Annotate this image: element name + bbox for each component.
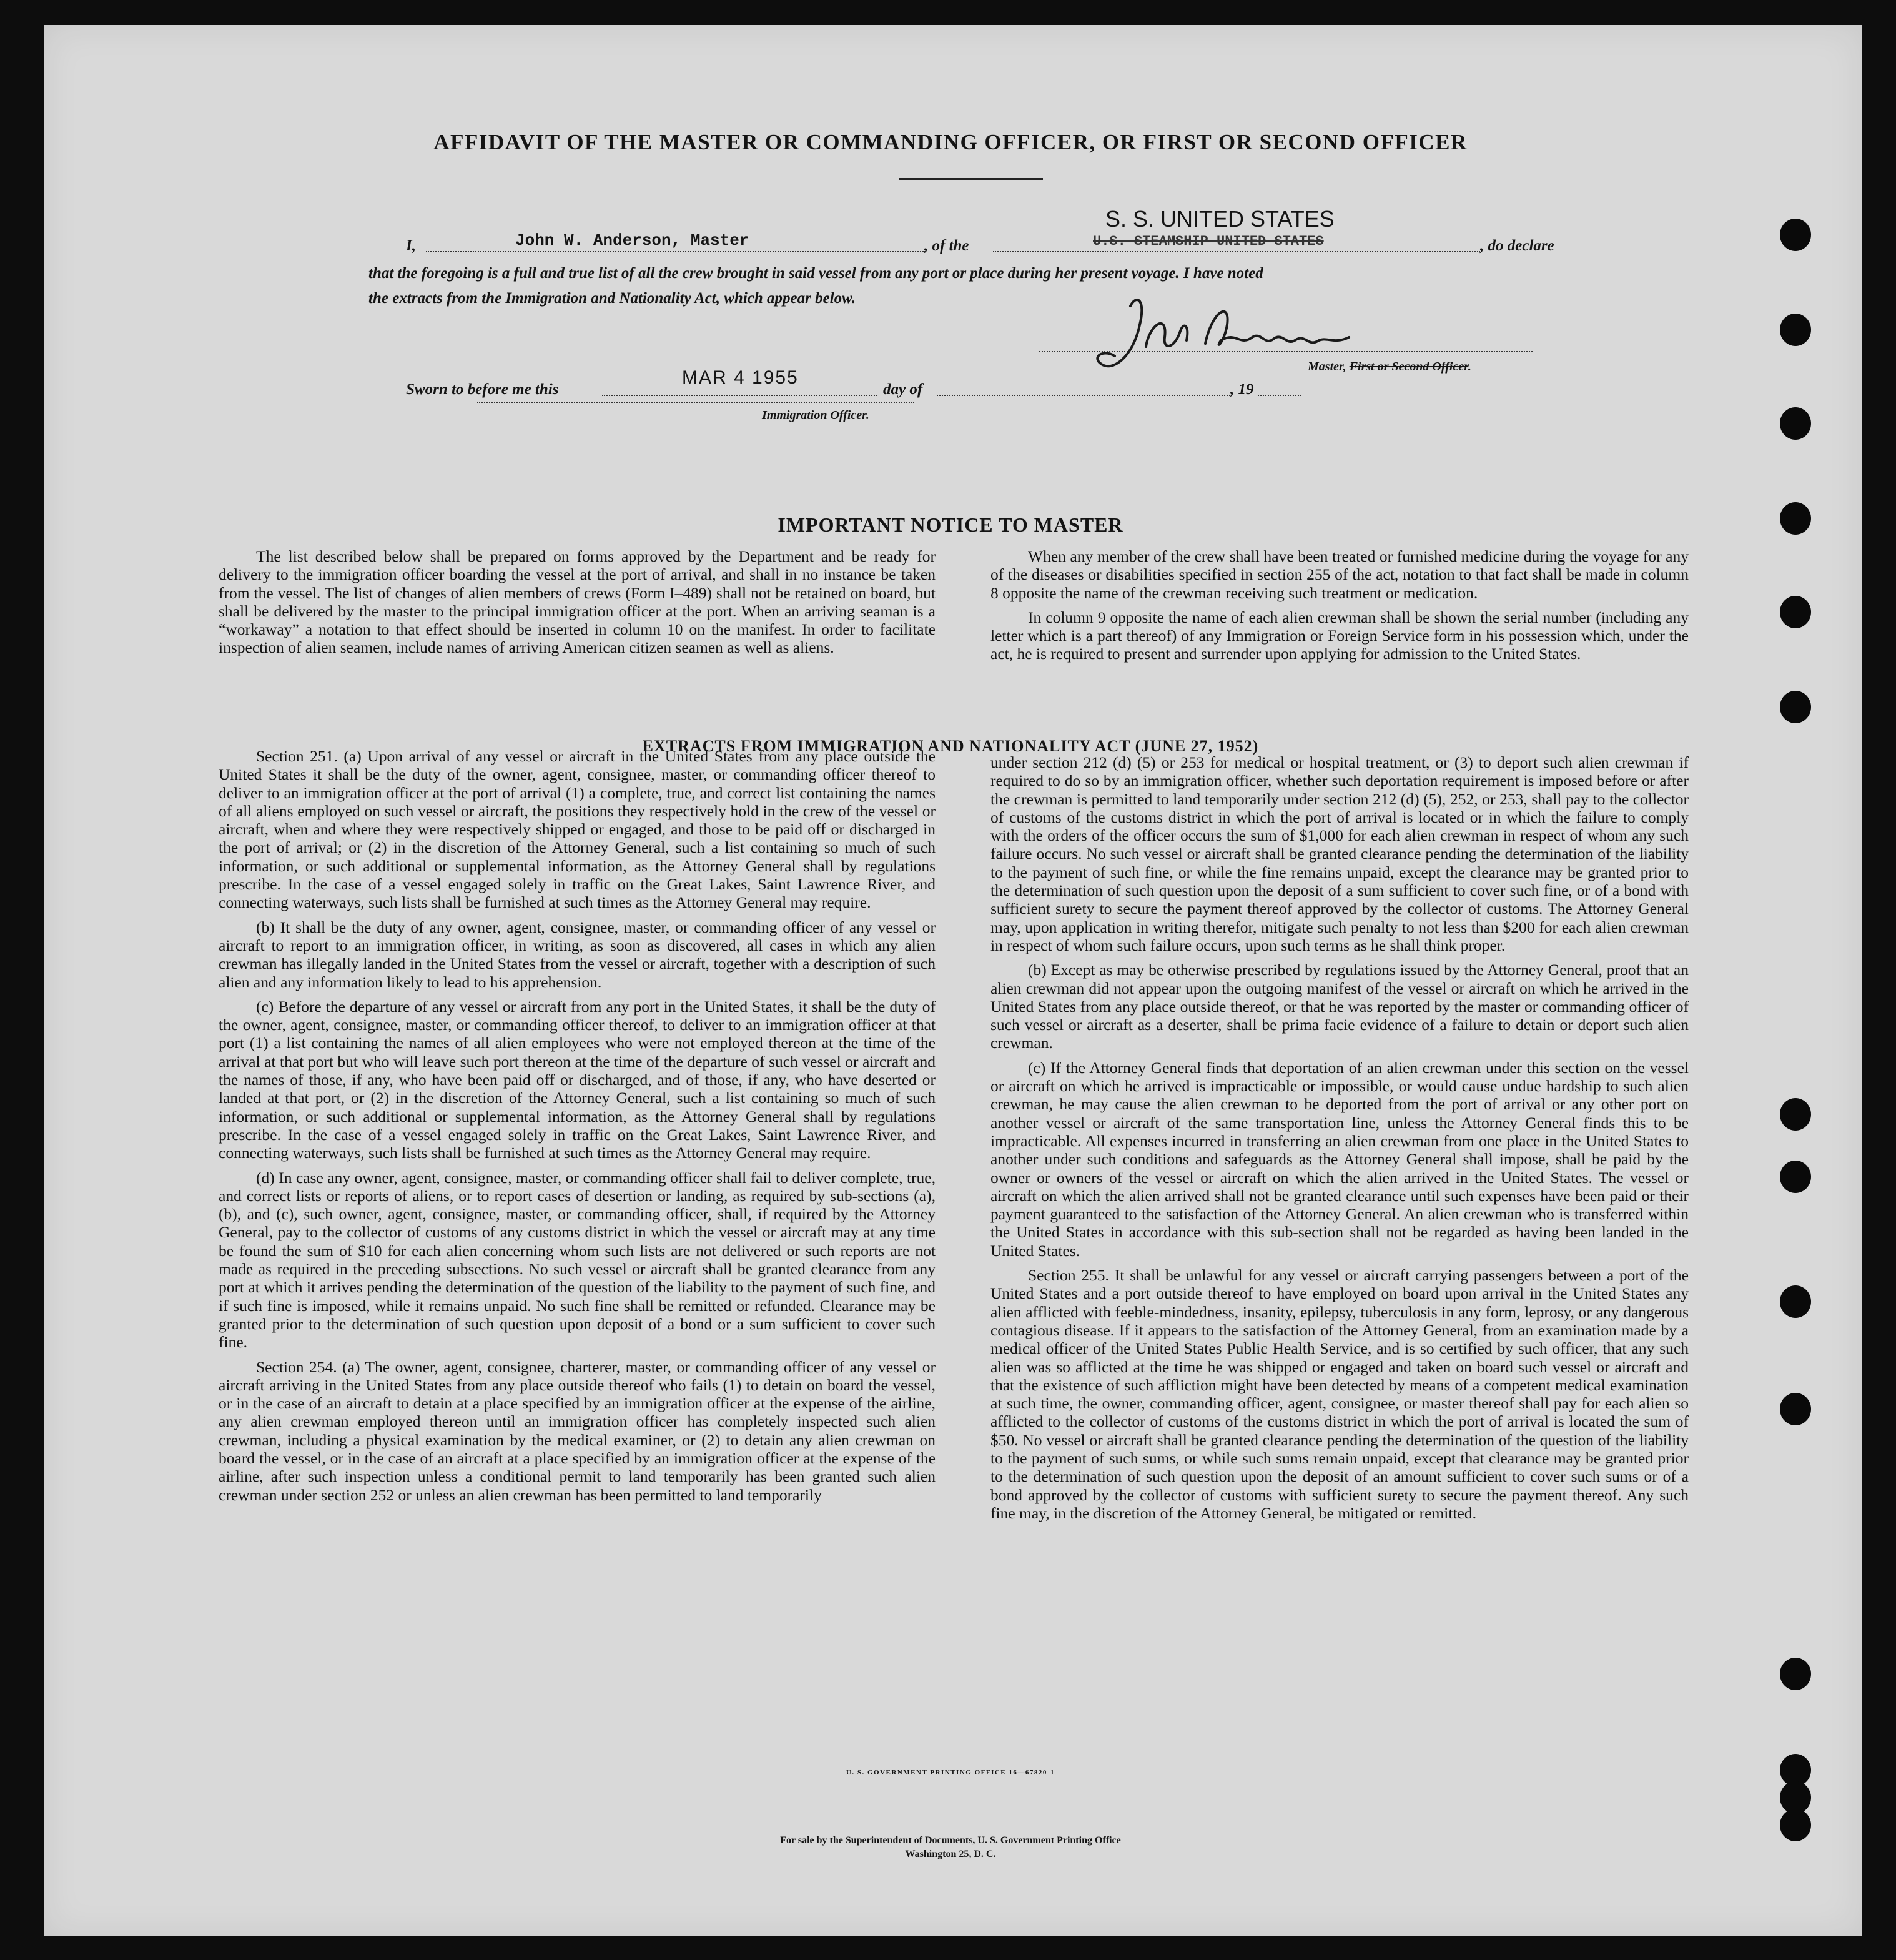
- punch-hole: [1780, 596, 1811, 628]
- notice-right-column: [990, 547, 1689, 670]
- section-251-a: Section 251. (a) Upon arrival of any vessel or aircraft in the United States from any place outside the United States it shall be the duty of the owner, agent, consignee, master, or commanding officer thereof to deliver to an immigration officer at the port of arrival (1) a complete, true, and correct list containing the names of all aliens employed on such vessel or aircraft, the positions they respectively hold in the crew of the vessel or aircraft, when and where they were respectively shipped or engaged, and those to be paid off or discharged in the port of arrival; or (2) in the discretion of the Attorney General, such a list containing so much of such information, or such additional or supplemental information, as the Attorney General shall by regulations prescribe. In the case of a vessel engaged solely in traffic on the Great Lakes, Saint Lawrence River, and connecting waterways, such lists shall be furnished at such times as the Attorney General may require.: [219, 747, 936, 912]
- punch-hole: [1780, 502, 1811, 535]
- punch-hole: [1780, 1161, 1811, 1193]
- do-declare-label: , do declare: [1480, 237, 1554, 254]
- officer-caption: Immigration Officer.: [762, 408, 869, 422]
- notice-right-paragraph-1: When any member of the crew shall have been treated or furnished medicine during the voyage for any of the diseases or disabilities specified in section 255 of the act, notation to that fact shall be made in column 8 opposite the name of the crewman receiving such treatment or medication.: [990, 547, 1689, 602]
- sworn-date-stamp: MAR 4 1955: [682, 367, 799, 388]
- document-page: [44, 25, 1862, 1936]
- punch-hole: [1780, 1393, 1811, 1425]
- section-251-d: (d) In case any owner, agent, consignee, master, or commanding officer shall fail to deliver complete, true, and correct lists or reports of aliens, or to report cases of desertion or landing, as required by sub-sections (a), (b), and (c), such owner, agent, consignee, master, or commanding officer, shall, if required by the Attorney General, pay to the collector of customs of any customs district in which the vessel or aircraft may at any time be found the sum of $10 for each alien concerning whom such lists are not delivered or such reports are not made as required in the preceding subsections. No such vessel or aircraft shall be granted clearance from any port at which it arrives pending the determination of the question of the liability to the payment of such fine, and if such fine is imposed, while it remains unpaid. No such fine shall be remitted or refunded. Clearance may be granted prior to the determination of such question upon deposit of a bond or a sum sufficient to cover such fine.: [219, 1168, 936, 1352]
- punch-hole: [1780, 691, 1811, 723]
- officer-signature-line: [477, 402, 914, 403]
- sale-notice-line-2: Washington 25, D. C.: [905, 1849, 996, 1859]
- month-line: [937, 395, 1230, 396]
- section-254-c: (c) If the Attorney General finds that deportation of an alien crewman under this section on the vessel or aircraft on which he arrived is impracticable or impossible, or would cause undue hardship to such alien crewman, he may cause the alien crewman to be deported from the port of arrival or any other port on another vessel or aircraft of the same transportation line, unless the Attorney General finds this to be impracticable. All expenses incurred in transferring an alien crewman from one place in the United States to another under such conditions and safeguards as the Attorney General shall impose, shall be paid by the owner or owners of the vessel or aircraft on which the alien arrived in the United States. The vessel or aircraft on which the alien arrived shall not be granted clearance until such expenses have been paid or their payment guaranteed to the satisfaction of the Attorney General. An alien crewman who is transferred within the United States in accordance with this sub-section shall not be regarded as having been landed in the United States.: [990, 1058, 1689, 1260]
- section-251-c: (c) Before the departure of any vessel or aircraft from any port in the United States, it shall be the duty of the owner, agent, consignee, master, or commanding officer thereof, to deliver to an immigration officer at that port (1) a list containing the names of all alien employees who were not employed thereon at the time of the arrival at that port but who will leave such port thereon at the time of the departure of such vessel or aircraft and the names of those, if any, who have been paid off or discharged, and of those, if any, who have deserted or landed at that port, or (2) in the discretion of the Attorney General, such a list containing so much of such information, or such additional or supplemental information, as the Attorney General shall by regulations prescribe. In the case of a vessel engaged solely in traffic on the Great Lakes, Saint Lawrence River, and connecting waterways, such lists shall be furnished at such times as the Attorney General may require.: [219, 997, 936, 1162]
- vessel-name-struck: U.S. STEAMSHIP UNITED STATES: [1093, 234, 1324, 249]
- section-255: Section 255. It shall be unlawful for any vessel or aircraft carrying passengers between a port of the United States and a port outside thereof to have employed on board upon arrival in the United States any alien afflicted with feeble-mindedness, insanity, epilepsy, tuberculosis in any form, leprosy, or any dangerous contagious disease. If it appears to the satisfaction of the Attorney General, from an examination made by a medical officer of the United States Public Health Service, and is so certified by such officer, that any such alien was so afflicted at the time he was shipped or engaged and taken on board such vessel or aircraft and that the existence of such affliction might have been detected by means of a competent medical examination at such time, the owner, commanding officer, agent, consignee, or master thereof shall pay for each alien so afflicted to the collector of customs of the customs district in which the port of arrival is located the sum of $50. No vessel or aircraft shall be granted clearance pending the determination of the question of the liability to the payment of such sums, or while such sums remain unpaid, except that clearance may be granted prior to the determination of such question upon the deposit of an amount sufficient to cover such sums or of a bond approved by the collector of customs with sufficient surety to secure the payment thereof. Any such fine may, in the discretion of the Attorney General, be mitigated or remitted.: [990, 1266, 1689, 1522]
- punch-hole: [1780, 1809, 1811, 1841]
- section-254-b: (b) Except as may be otherwise prescribed by regulations issued by the Attorney General, proof that an alien crewman did not appear upon the outgoing manifest of the vessel or aircraft on which he arrived in the United States from any place outside thereof, or that he was reported by the master or commanding officer of such vessel or aircraft as a deserter, shall be prima facie evidence of a failure to detain or deport such alien crewman.: [990, 961, 1689, 1052]
- declaration-line-1: that the foregoing is a full and true list of all the crew brought in said vessel from any port or place during her present voyage. I have noted: [368, 265, 1263, 282]
- printing-office-imprint: U. S. GOVERNMENT PRINTING OFFICE 16—67820-1: [846, 1769, 1055, 1776]
- vessel-name-stamp: S. S. UNITED STATES: [1105, 206, 1335, 232]
- extracts-right-column: [990, 753, 1689, 1528]
- signature-caption: Master, First or Second Officer.: [1308, 360, 1471, 374]
- section-251-b: (b) It shall be the duty of any owner, agent, consignee, master, or commanding officer of any vessel or aircraft to report to an immigration officer, in writing, as soon as discovered, all cases in which any alien crewman has illegally landed in the United States from the vessel or aircraft, together with a description of such alien and any information likely to lead to his apprehension.: [219, 918, 936, 991]
- punch-hole: [1780, 1098, 1811, 1131]
- year-line: [1258, 395, 1301, 396]
- master-name-line: [426, 251, 926, 252]
- master-name: John W. Anderson, Master: [515, 231, 749, 250]
- section-254-a: Section 254. (a) The owner, agent, consignee, charterer, master, or commanding officer of any vessel or aircraft arriving in the United States from any place outside thereof who fails (1) to detain on board the vessel, or in the case of an aircraft to detain at a place specified by an immigration officer at the expense of the airline, any alien crewman employed thereon until an immigration officer has completely inspected such alien crewman, including a physical examination by the medical examiner, or (2) to detain any alien crewman on board the vessel, or in the case of an aircraft at a place specified by an immigration officer at the expense of the airline, after such inspection unless a conditional permit to land temporarily has been granted such alien crewman under section 252 or unless an alien crewman has been permitted to land temporarily: [219, 1357, 936, 1504]
- notice-right-paragraph-2: In column 9 opposite the name of each alien crewman shall be shown the serial number (including any letter which is a part thereof) of any Immigration or Foreign Service form in his possession which, under the act, he is required to present and surrender upon applying for admission to the United States.: [990, 608, 1689, 663]
- notice-left-paragraph: The list described below shall be prepared on forms approved by the Department and be ready for delivery to the immigration officer boarding the vessel at the port of arrival, and shall in no instance be taken from the vessel. The list of changes of alien members of crews (Form I–489) shall not be retained on board, but shall be delivered by the master to the principal immigration officer at the port. When an arriving seaman is a “workaway” a notation to that effect should be inserted in column 10 on the manifest. In order to facilitate inspection of alien seamen, include names of arriving American citizen seamen as well as aliens.: [219, 547, 936, 657]
- sworn-label: Sworn to before me this: [406, 381, 559, 398]
- notice-title: IMPORTANT NOTICE TO MASTER: [778, 513, 1123, 536]
- year-label: , 19: [1230, 381, 1254, 398]
- sworn-date-line: [602, 395, 877, 396]
- i-label: I,: [406, 237, 416, 254]
- sale-notice: [44, 1834, 1857, 1861]
- punch-hole: [1780, 1285, 1811, 1318]
- title-rule: [899, 178, 1043, 180]
- affidavit-title: AFFIDAVIT OF THE MASTER OR COMMANDING OFFICER, OR FIRST OR SECOND OFFICER: [433, 130, 1468, 154]
- punch-hole: [1780, 314, 1811, 346]
- declaration-line-2: the extracts from the Immigration and Nationality Act, which appear below.: [368, 290, 856, 307]
- notice-left-column: [219, 547, 936, 663]
- section-254-a-continued: under section 212 (d) (5) or 253 for medical or hospital treatment, or (3) to deport such alien crewman if required to do so by an immigration officer, whether such deportation requirement is imposed before or after the crewman is permitted to land temporarily under section 212 (d) (5), 252, or 253, shall pay to the collector of customs of the customs district in which the port of arrival is located or in which the failure to comply with the orders of the officer occurs the sum of $1,000 for each alien crewman in respect of whom any such failure occurs. No such vessel or aircraft shall be granted clearance pending the determination of the liability to the payment of such fine, or while the fine remains unpaid, except the clearance may be granted prior to the determination of such question upon the deposit of a sum sufficient to cover such fine, or of a bond with sufficient surety to secure the payment thereof approved by the collector of customs. The Attorney General may, upon application in writing therefor, mitigate such penalty to not less than $200 for each alien crewman in respect of whom such failure occurs, upon such terms as he shall think proper.: [990, 753, 1689, 954]
- punch-hole: [1780, 407, 1811, 440]
- vessel-line: [993, 251, 1480, 252]
- of-the-label: , of the: [924, 237, 969, 254]
- day-of-label: day of: [883, 381, 923, 398]
- extracts-title: EXTRACTS FROM IMMIGRATION AND NATIONALITY ACT (JUNE 27, 1952): [642, 737, 1259, 755]
- sale-notice-line-1: For sale by the Superintendent of Documents, U. S. Government Printing Office: [780, 1835, 1121, 1846]
- extracts-left-column: [219, 747, 936, 1510]
- punch-hole: [1780, 219, 1811, 251]
- punch-hole: [1780, 1658, 1811, 1690]
